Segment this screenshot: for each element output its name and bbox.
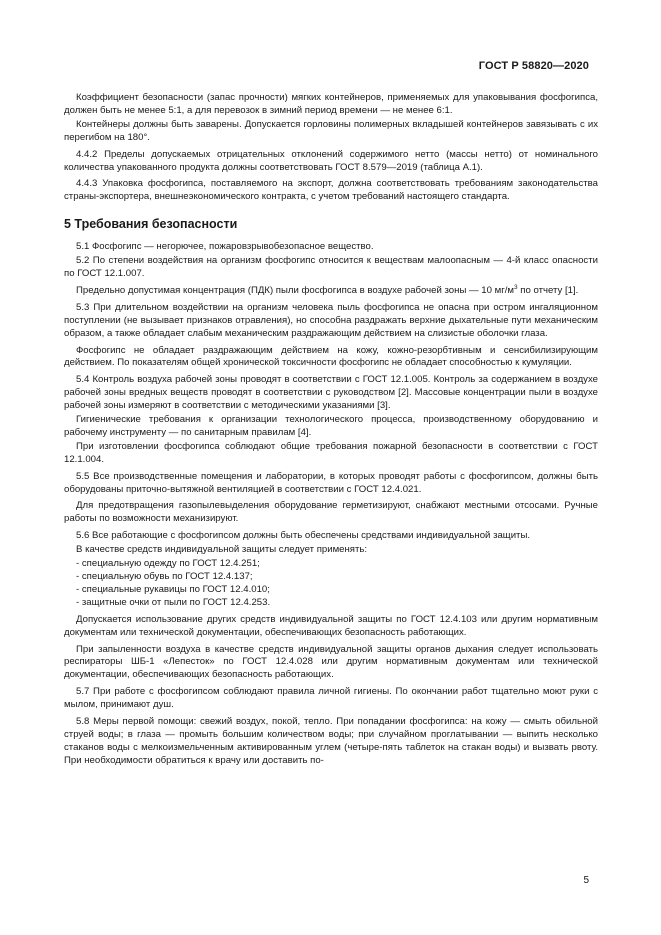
paragraph-5-1: 5.1 Фосфогипс — негорючее, пожаровзрывобезопасное вещество. bbox=[76, 241, 374, 253]
paragraph-ppe-intro: В качестве средств индивидуальной защиты следует применять: bbox=[76, 544, 368, 556]
document-body bbox=[64, 92, 598, 772]
pdk-superscript: 3 bbox=[513, 283, 518, 291]
pdk-text-end: по отчету [1]. bbox=[517, 284, 579, 296]
paragraph-other-ppe: Допускается использование других средств индивидуальной защиты по ГОСТ 12.4.103 или другим нормативным документам или технической документации, обеспечивающих безопасность работающих. bbox=[64, 613, 598, 638]
paragraph-4-4-2: 4.4.2 Пределы допускаемых отрицательных отклонений содержимого нетто (массы нетто) от номинального количества упакованного продукта должны соответствовать ГОСТ 8.579—2019 (таблица А.1). bbox=[64, 148, 598, 173]
list-item: - защитные очки от пыли по ГОСТ 12.4.253. bbox=[76, 596, 271, 608]
paragraph-4-4-3: 4.4.3 Упаковка фосфогипса, поставляемого на экспорт, должна соответствовать требованиям законодательства страны-экспортера, внешнеэкономического контракта, с учетом требований настоящего стандарта. bbox=[64, 178, 598, 203]
list-item: - специальную обувь по ГОСТ 12.4.137; bbox=[76, 571, 253, 582]
document-header-id: ГОСТ Р 58820—2020 bbox=[478, 60, 589, 72]
paragraph-5-2: 5.2 По степени воздействия на организм фосфогипс относится к веществам малоопасным — 4-й класс опасности по ГОСТ 12.1.007. bbox=[64, 255, 598, 279]
paragraph-5-3: 5.3 При длительном воздействии на организм человека пыль фосфогипса не опасна при остром ингаляционном поступлении (не вызывает признаков отравления), но способна раздражать верхние дыхательные пути механическим образом, а также обладает слабым механическим раздражающим действием на слизистые оболочки глаза. bbox=[64, 301, 598, 339]
list-item: - специальную одежду по ГОСТ 12.4.251; bbox=[76, 558, 260, 570]
paragraph-skin-effect: Фосфогипс не обладает раздражающим действием на кожу, кожно-резорбтивным и сенсибилизирующим действием. По показателям общей хронической токсичности фосфогипс не обладает способностью к кумуляции. bbox=[64, 344, 598, 369]
paragraph-sealing: Для предотвращения газопылевыделения оборудование герметизируют, снабжают местными отсосами. Ручные работы по возможности механизируют. bbox=[64, 500, 598, 525]
paragraph-respirators: При запыленности воздуха в качестве средств индивидуальной защиты органов дыхания следует использовать респираторы ШБ-1 «Лепесток» по ГОСТ 12.4.028 или другим нормативным документам или технической документации, обеспечивающих безопасность работающих. bbox=[64, 643, 598, 681]
paragraph-hygiene: Гигиенические требования к организации технологического процесса, производственному оборудованию и рабочему инструменту — по санитарным правилам [4]. bbox=[64, 414, 598, 438]
paragraph-pdk bbox=[64, 285, 598, 298]
paragraph-5-4: 5.4 Контроль воздуха рабочей зоны проводят в соответствии с ГОСТ 12.1.005. Контроль за содержанием в воздухе рабочей зоны вредных веществ проводят в соответствии с руководством [2]. Массовые концентрации пыли в воздухе рабочей зоны измеряют в соответствии с методическими указаниями [3]. bbox=[64, 374, 598, 412]
paragraph-safety-coefficient: Коэффициент безопасности (запас прочности) мягких контейнеров, применяемых для упаковывания фосфогипса, должен быть не менее 5:1, а для перевозок в зимний период времени — не менее 6:1. bbox=[64, 92, 598, 116]
section-heading: 5 Требования безопасности bbox=[64, 217, 238, 232]
paragraph-5-5: 5.5 Все производственные помещения и лаборатории, в которых проводят работы с фосфогипсом, должны быть оборудованы приточно-вытяжной вентиляцией в соответствии с ГОСТ 12.4.021. bbox=[64, 470, 598, 495]
paragraph-5-8: 5.8 Меры первой помощи: свежий воздух, покой, тепло. При попадании фосфогипса: на кожу — смыть обильной струей воды; в глаза — промыть большим количеством воды; при случайном проглатывании — выпить несколько стаканов воды с мелкоизмельченным активированным углем (четыре-пять таблеток на стакан воды) и вызвать рвоту. При необходимости обратиться к врачу или доставить по- bbox=[64, 716, 598, 766]
paragraph-5-7: 5.7 При работе с фосфогипсом соблюдают правила личной гигиены. По окончании работ тщательно моют руки с мылом, принимают душ. bbox=[64, 686, 598, 711]
paragraph-5-6: 5.6 Все работающие с фосфогипсом должны быть обеспечены средствами индивидуальной защиты. bbox=[76, 530, 531, 542]
pdk-text: Предельно допустимая концентрация (ПДК) пыли фосфогипса в воздухе рабочей зоны — 10 мг/м bbox=[76, 284, 514, 296]
list-item: - специальные рукавицы по ГОСТ 12.4.010; bbox=[76, 583, 270, 595]
paragraph-container-welding: Контейнеры должны быть заварены. Допускается горловины полимерных вкладышей контейнеров завязывать с их перегибом на 180°. bbox=[64, 118, 598, 143]
paragraph-fire-safety: При изготовлении фосфогипса соблюдают общие требования пожарной безопасности в соответствии с ГОСТ 12.1.004. bbox=[64, 440, 598, 465]
page-number: 5 bbox=[583, 875, 589, 886]
